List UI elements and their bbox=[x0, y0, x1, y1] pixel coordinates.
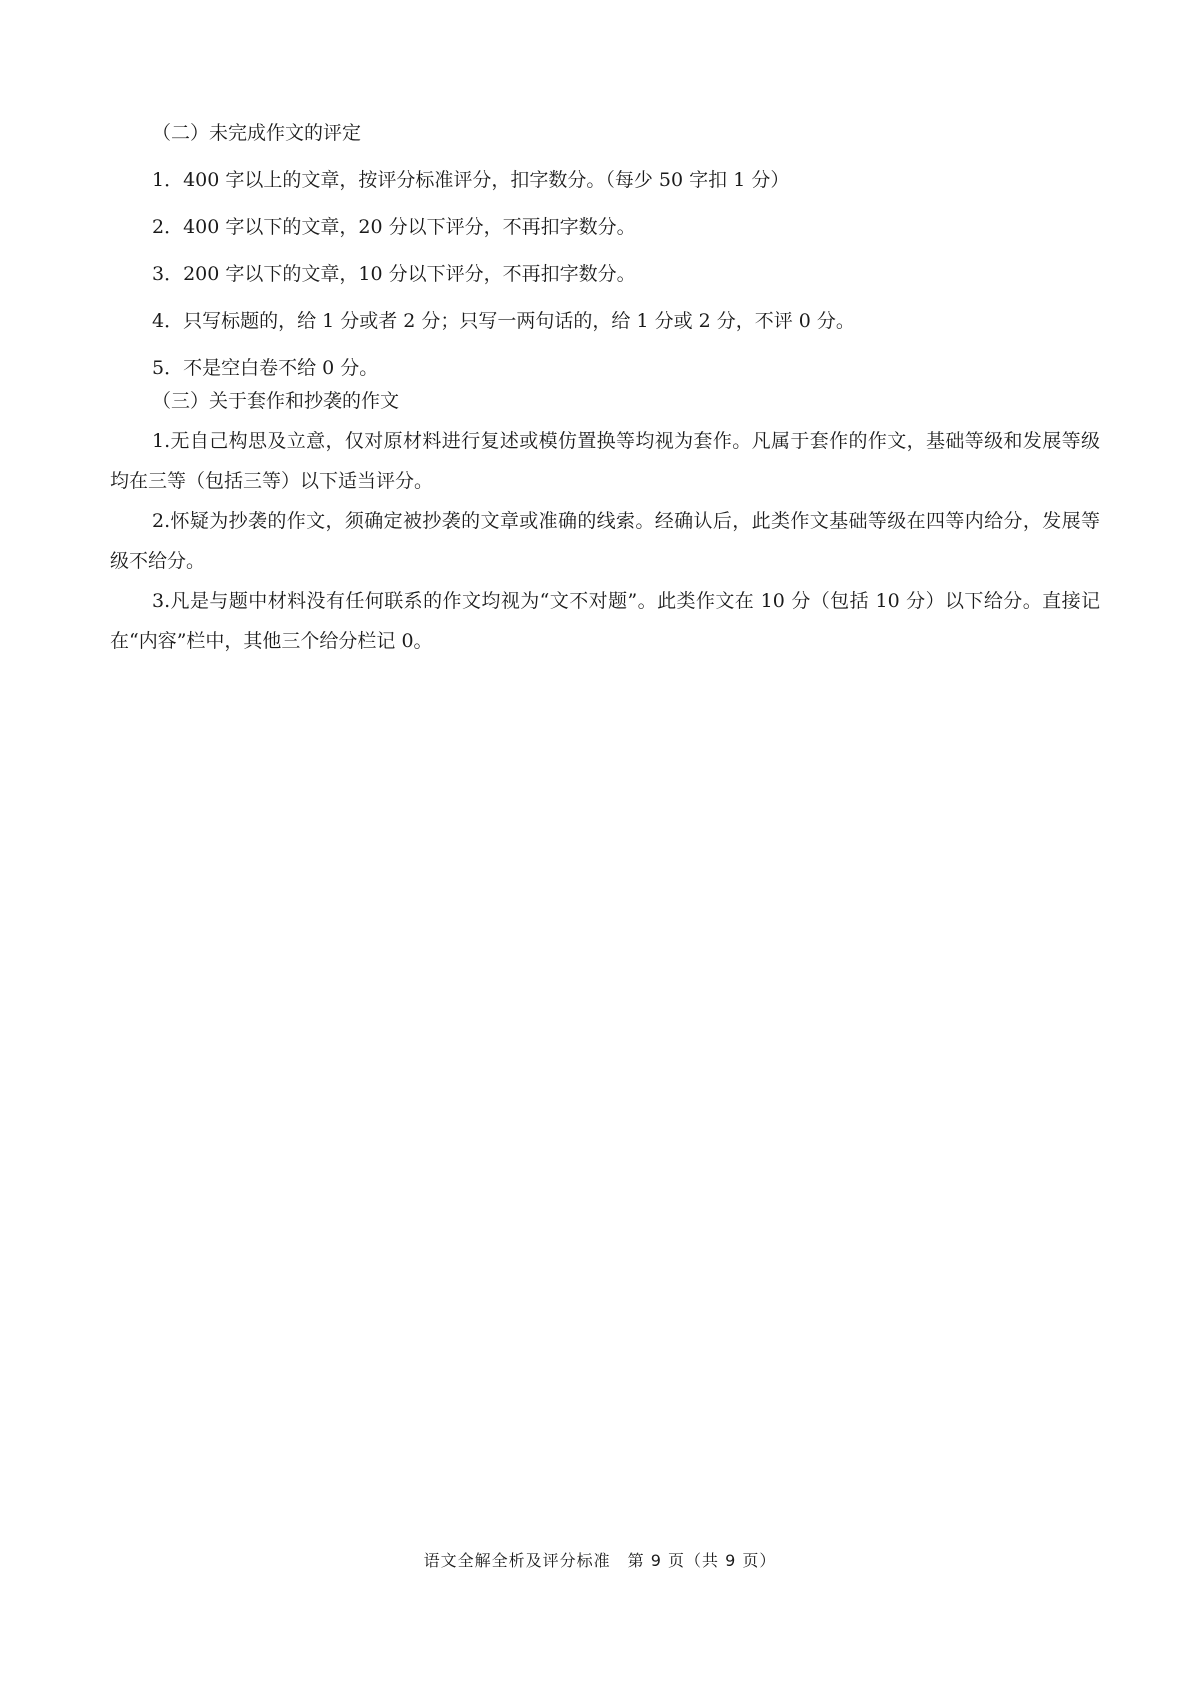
rule-item-4: 4．只写标题的，给 1 分或者 2 分；只写一两句话的，给 1 分或 2 分，不评 0 分。 bbox=[152, 310, 855, 332]
section-heading-incomplete-essay: （二）未完成作文的评定 bbox=[152, 122, 362, 144]
page-content bbox=[110, 118, 1100, 661]
section-heading-plagiarism: （三）关于套作和抄袭的作文 bbox=[152, 390, 400, 412]
rule-item-1: 1．400 字以上的文章，按评分标准评分，扣字数分。（每少 50 字扣 1 分） bbox=[152, 169, 790, 191]
page-footer: 语文全解全析及评分标准 第 9 页（共 9 页） bbox=[423, 1551, 777, 1570]
rule-item-3: 3．200 字以下的文章，10 分以下评分，不再扣字数分。 bbox=[152, 263, 636, 285]
plagiarism-paragraph-1: 1.无自己构思及立意，仅对原材料进行复述或模仿置换等均视为套作。凡属于套作的作文，基础等级和发展等级均在三等（包括三等）以下适当评分。 bbox=[110, 430, 1100, 492]
plagiarism-paragraph-2: 2.怀疑为抄袭的作文，须确定被抄袭的文章或准确的线索。经确认后，此类作文基础等级在四等内给分，发展等级不给分。 bbox=[110, 510, 1100, 572]
plagiarism-paragraph-3: 3.凡是与题中材料没有任何联系的作文均视为“文不对题”。此类作文在 10 分（包括 10 分）以下给分。直接记在“内容”栏中，其他三个给分栏记 0。 bbox=[110, 590, 1100, 652]
rule-item-5: 5．不是空白卷不给 0 分。 bbox=[152, 357, 379, 379]
rule-item-2: 2．400 字以下的文章，20 分以下评分，不再扣字数分。 bbox=[152, 216, 636, 238]
